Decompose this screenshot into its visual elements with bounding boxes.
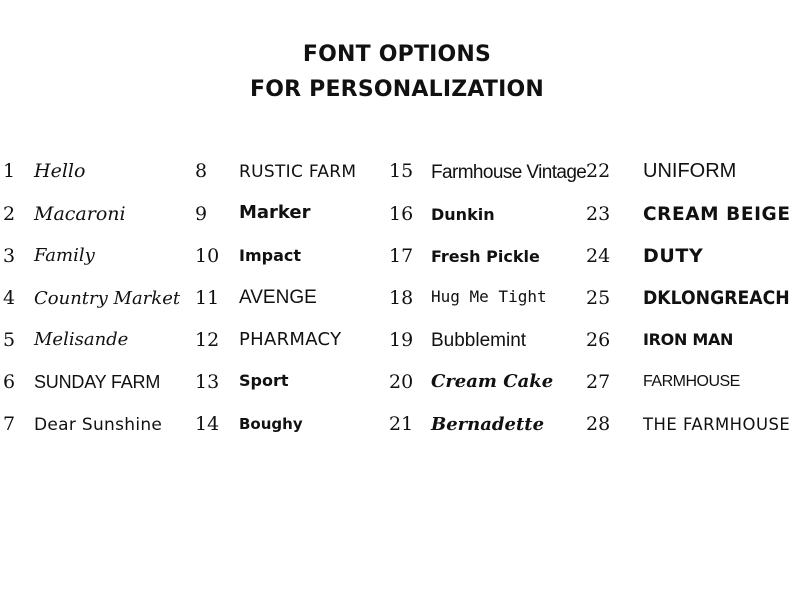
font-number: 18	[389, 287, 414, 309]
font-number: 17	[389, 245, 414, 267]
font-name: Boughy	[239, 415, 303, 433]
font-name: CREAM BEIGE	[643, 203, 791, 225]
font-name: THE FARMHOUSE	[643, 415, 791, 435]
font-number: 23	[586, 203, 611, 225]
font-name: RUSTIC FARM	[239, 162, 357, 182]
font-name: Hello	[34, 160, 86, 182]
font-name: PHARMACY	[239, 329, 342, 350]
font-number: 11	[195, 287, 220, 309]
font-number: 14	[195, 413, 220, 435]
font-name: IRON MAN	[643, 330, 734, 349]
font-name: Farmhouse Vintage	[431, 162, 587, 183]
font-number: 1	[3, 160, 16, 182]
font-name: Country Market	[34, 288, 181, 309]
font-name: Dear Sunshine	[34, 415, 163, 435]
font-name: SUNDAY FARM	[34, 372, 161, 392]
font-name: Bubblemint	[431, 330, 527, 351]
page-title	[0, 37, 794, 107]
font-number: 21	[389, 413, 414, 435]
font-name: DUTY	[643, 245, 704, 267]
font-number: 25	[586, 287, 611, 309]
font-name: Sport	[239, 371, 289, 390]
font-name: Fresh Pickle	[431, 247, 540, 266]
font-name: Macaroni	[34, 203, 126, 225]
font-number: 5	[3, 329, 16, 351]
font-name: Marker	[239, 202, 311, 223]
font-name: Bernadette	[431, 414, 545, 435]
title-line-1: FONT OPTIONS	[302, 42, 492, 67]
title-line-2: FOR PERSONALIZATION	[250, 77, 544, 102]
font-number: 10	[195, 245, 220, 267]
font-name: Impact	[239, 246, 302, 265]
font-number: 6	[3, 371, 16, 393]
font-number: 27	[586, 371, 611, 393]
font-number: 28	[586, 413, 611, 435]
font-number: 9	[195, 203, 208, 225]
font-number: 16	[389, 203, 414, 225]
font-number: 26	[586, 329, 611, 351]
font-name: UNIFORM	[643, 160, 737, 182]
font-number: 15	[389, 160, 414, 182]
font-number: 2	[3, 203, 16, 225]
font-name: Hug Me Tight	[431, 287, 547, 306]
font-number: 19	[389, 329, 414, 351]
font-name: Dunkin	[431, 205, 495, 224]
font-name: AVENGE	[239, 287, 317, 308]
font-number: 13	[195, 371, 220, 393]
font-number: 3	[3, 245, 16, 267]
font-number: 22	[586, 160, 611, 182]
font-number: 20	[389, 371, 414, 393]
font-name: Cream Cake	[431, 371, 554, 392]
font-name: FARMHOUSE	[643, 373, 740, 390]
font-number: 8	[195, 160, 208, 182]
font-name: DKLONGREACH	[643, 287, 790, 309]
font-number: 24	[586, 245, 611, 267]
font-number: 7	[3, 413, 16, 435]
font-number: 4	[3, 287, 16, 309]
font-number: 12	[195, 329, 220, 351]
font-name: Melisande	[34, 329, 129, 350]
font-name: Family	[34, 245, 95, 266]
